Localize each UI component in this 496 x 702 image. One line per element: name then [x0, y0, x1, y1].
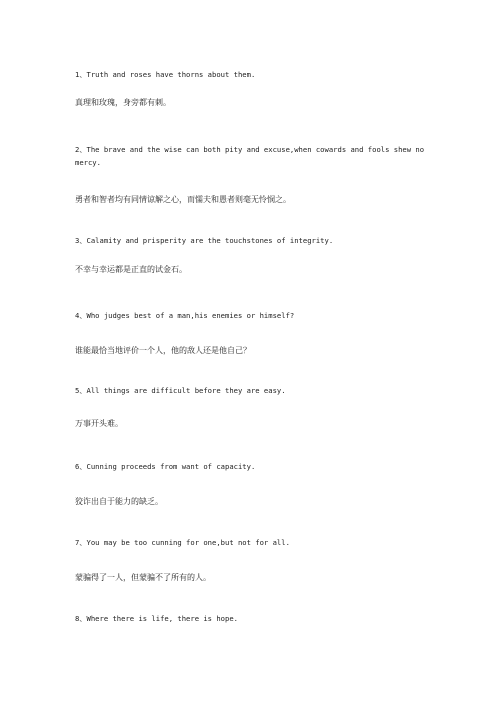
quote-5-english: 5、All things are difficult before they are easy. [75, 386, 286, 395]
quote-5-chinese: 万事开头难。 [75, 419, 123, 428]
quote-3-chinese: 不幸与幸运都是正直的试金石。 [75, 265, 187, 274]
quote-7-chinese: 蒙骗得了一人，但蒙骗不了所有的人。 [75, 573, 211, 582]
quote-1-english: 1、Truth and roses have thorns about them. [75, 70, 256, 79]
quote-4-english: 4、Who judges best of a man,his enemies or himself? [75, 311, 295, 320]
quote-4-chinese: 谁能最恰当地评价一个人，他的敌人还是他自己？ [75, 346, 251, 355]
quote-6-english: 6、Cunning proceeds from want of capacity. [75, 462, 256, 471]
quote-8-english: 8、Where there is life, there is hope. [75, 614, 238, 623]
quote-1-chinese: 真理和玫瑰，身旁都有刺。 [75, 98, 171, 107]
quote-2-english: 2、The brave and the wise can both pity and excuse,when cowards and fools shew no mercy. [75, 145, 425, 167]
quote-6-chinese: 狡诈出自于能力的缺乏。 [75, 497, 163, 506]
quote-3-english: 3、Calamity and prisperity are the touchstones of integrity. [75, 236, 334, 245]
quote-7-english: 7、You may be too cunning for one,but not for all. [75, 538, 290, 547]
quote-2-chinese: 勇者和智者均有同情谅解之心，而懦夫和愚者则毫无怜悯之。 [75, 195, 291, 204]
